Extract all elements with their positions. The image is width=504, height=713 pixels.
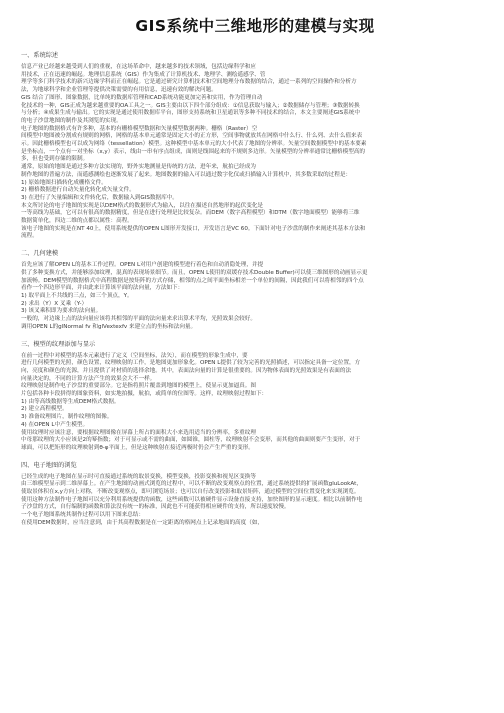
text-line: 3) 在进行了矢量编辑和文件转化后，数据输入到GIS数据库中。 xyxy=(21,194,178,201)
text-line: 4) 在OPEN L中产生模型。 xyxy=(21,421,89,428)
text-line: 2) 栅格数据进行自动矢量化转化成矢量文件。 xyxy=(21,187,135,194)
text-line: 用技术，正在迅速的崛起。地理信息系统（GIS）作为集成了计算机技术、地理学、测绘遥感学、管 xyxy=(21,71,266,78)
text-line: 电子地图的数据格式有许多种，基本的有栅格模型数据和矢量模型数据两种。栅格（Raster）空 xyxy=(21,125,258,132)
text-line: 2) 建立高程模型。 xyxy=(21,406,68,413)
text-line: 在使用DEM数据时，应当注意到，由于其高程数据是在一定距离的格网点上记录地面的高度（如， xyxy=(21,519,264,526)
section-heading: 三、模型的纹理添加与显示 xyxy=(21,340,96,348)
text-line: 3) 该叉乘积即为要求的法向量。 xyxy=(21,308,102,315)
text-line: 1) 原始地图扫描转化成栅格文件。 xyxy=(21,179,107,186)
text-line: 1) 取平面上不共线的三点，如三个顶点，Y。 xyxy=(21,292,133,299)
text-line: GIS 结合了图形、图象数据，比单纯的数据库管理和CAD系统功能更加完善和实用，作为管理自动 xyxy=(21,94,263,101)
section-body xyxy=(21,64,489,241)
text-line: 加流畅。DEM模型的数据格式中高程数据是按矩阵的方式存储，相邻的点之间平面坐标相差一个单位的间隔，因此我们可以将相邻的四个点 xyxy=(21,277,364,284)
text-line: 由三维模型显示到二维屏幕上。在产生地图的动画式浏览的过程中，可以不断的改变观察点的位置，通过系统提供的扩展函数gluLookAt， xyxy=(21,481,362,488)
text-line: 化技术的一种，GIS正成为越来越重要的OA工具之一。GIS主要由以下四个部分组成：①信息获取与输入；②数据储存与管理；③数据转换 xyxy=(21,102,360,109)
text-line: 使取景体积在x,y方向上对称，不断改变观察点，即可浏览场景；也可以自行改变投影和取景矩阵，通过模型的空间位置变化来实现浏览。 xyxy=(21,489,360,496)
text-line: 本文所讨论的电子地图的实现是以DEM格式的数据形式为输入，以往在描述自然地形的起伏变化是 xyxy=(21,202,264,209)
text-line: 看作一个四边形平面，并由此来计算该平面的法向量，方法如下： xyxy=(21,285,184,292)
text-line: 2) 求出（Y）X 叉乘（Y-） xyxy=(21,300,88,307)
text-line: 已经生成的电子地图在显示时可直接通过系统的取景变换，模型变换，投影变换和视见区变换等 xyxy=(21,473,256,480)
text-line: 1) 由等高线数据等生成DEM格式数据。 xyxy=(21,398,120,405)
text-line: 球面，可以把矩形的纹理映射到θ-φ平面上，但是这种映射在接近两极时仍会产生严重的变形。 xyxy=(21,444,254,451)
text-line: 该电子地图的实现是在NT 40上，使用系统提供的OPEN L图形开发接口，开发语言是VC 60。下面针对电子沙盘的制作来阐述其基本方法和 xyxy=(21,225,366,232)
document-title: GIS系统中三维地形的建模与实现 xyxy=(135,17,375,35)
text-line: 使用纹理时应该注意，要根据纹理图像在屏幕上所占的面积大小来选用适当的分辨率，多重纹理 xyxy=(21,429,256,436)
section-body xyxy=(21,353,489,453)
text-line: 理学等多门科学技术的新兴边缘学科而正在崛起。它是通过研究计算机技术和空间地理分布数据的结合，通过一系列的空间操作和分析方 xyxy=(21,79,357,86)
text-line: 流程。 xyxy=(21,233,38,240)
document-body xyxy=(21,52,489,528)
section-heading: 一、系统综述 xyxy=(21,52,59,59)
text-line: 子沙盘的方式，自行编制的函数和算法没有统一的标准，因此也不可能获得相应硬件的支持，所以速度较慢。 xyxy=(21,504,290,511)
text-line: 一般的，对边缘上点的法向量应该将其相邻的平面的法向量来求出算术平均，光照效果会较好。 xyxy=(21,316,256,323)
text-line: 通常，原始的地图是通过多种方法实现的，野外实地测量是传统的方法，进年来，航拍已经成为 xyxy=(21,164,256,171)
text-line: 向，亮度和颜色的光源，并且提供了对材质的选择余地。其中，表面法向量的计算是很重要的。因为物体表面的光照效果是有表面的法 xyxy=(21,367,352,374)
text-line: 信息产业已经越来越受到人们的重视，在这场革命中，越来越多的技术领域，包括边缘科学和应 xyxy=(21,64,256,70)
text-line: 调用OPEN L的glNormal fv 和glVextexfv 来建立点的坐标和法向量。 xyxy=(21,323,197,330)
text-line: 法，为地球科学和企业管理等提供决策需要的有用信息，迅速有效的解决问题。 xyxy=(21,87,217,94)
text-line: 一等高线为基础，它可以有很高的数据精度，但是在进行处理是比较复杂。而DEM（数字高程模型）和DTM（数字地面模型）能够将三维 xyxy=(21,210,360,217)
text-line: 中母那纹理的大小应该是2的幂指数；对于可显示或不需的曲面，如圆锥，圆柱等，纹理映射不会变形，而其他的曲面则要产生变形，对于 xyxy=(21,437,361,444)
text-line: 与分析；④成果生成与输出。它的实现是通过使用数据库平台，图形支持系统和卫星通讯等多种不同技术的结合，本文主要阐述GIS系统中 xyxy=(21,110,360,117)
text-line: 多，但也受到存储的限制。 xyxy=(21,156,89,163)
text-line: 向量决定的，不同的计算方法产生的效果会大不一样。 xyxy=(21,375,156,382)
text-line: 首先应该了解OPEN L的基本工作过程。OPEN L对用户创建的模型进行着色和自动消隐处理，并提 xyxy=(21,262,264,269)
text-line: 是坐标点，一个点有一对坐标（x,y）表示，线由一串有序点组成，面则是线围起来的不规则多边形。矢量模型的分辨率通常比栅格模型高的 xyxy=(21,148,366,155)
text-line: 在前一过程中对模型的基本元素进行了定义（空间坐标，法矢），而在模型的形象生成中，要 xyxy=(21,352,248,359)
text-line: 的电子沙盘地图的制作及其浏览的实现。 xyxy=(21,117,122,124)
text-line: 制作地图的普遍方法，而遥感测绘也逐渐发展了起来。地图数据的输入可以通过数字化仪或扫描输入计算机中，其多数采取的过程是： xyxy=(21,171,352,178)
text-line: 示。因此栅格模型也可以成为网络（tessellation）模型。这种模型中基本单元的大小代表了地图的分辨率。矢量空间数据模型中的基本要素 xyxy=(21,141,367,148)
text-line: 一个电子地图系统其制作过程可以用下图来总结： xyxy=(21,512,145,519)
text-line: 数据简单化，四边二维的点都以属性：高程。 xyxy=(21,218,133,225)
section-heading: 四、电子地图的浏览 xyxy=(21,461,77,469)
text-line: 片包括各种卡段拼得的图象资料，如实地拍摄，航拍，或简单的位图等。这样，纹理映射过程如下： xyxy=(21,391,268,398)
text-line: 使用这种方法制作电子地图可以充分利用系统提供的函数，这些函数可以被硬件显示设备直接支持，加快图形的显示速度。相比以前制作电 xyxy=(21,496,363,503)
text-line: 3) 准备纹理图片，制作纹理的图像。 xyxy=(21,414,113,421)
section-body xyxy=(21,474,489,528)
text-line: 间模型中地图被分割成有规则的网格，网格的基本单元通常是固定大小的正方形，空间事物就放其在网格中什么行、什么列、去什么值来表 xyxy=(21,133,363,140)
section-heading: 二、几何建模 xyxy=(21,250,59,258)
section-body xyxy=(21,262,489,331)
text-line: 供了多种变换方式，并能够添加纹理，混真的表现场景细节。而且，OPEN L使用的双缓存技术Double Buffer)可以使三维图形的动画显示更 xyxy=(21,269,368,276)
text-line: 纹理映射是制作电子沙盘的重要部分。它是指将照片覆盖到地图的模型上，使显示更加逼真。图 xyxy=(21,383,256,390)
text-line: 进行几何模型的光照，颜色设置，纹理映射的工作，是地图更加形象化。OPEN L提供了较为完善的光照描述，可以指定具备一定位置，方 xyxy=(21,360,361,367)
